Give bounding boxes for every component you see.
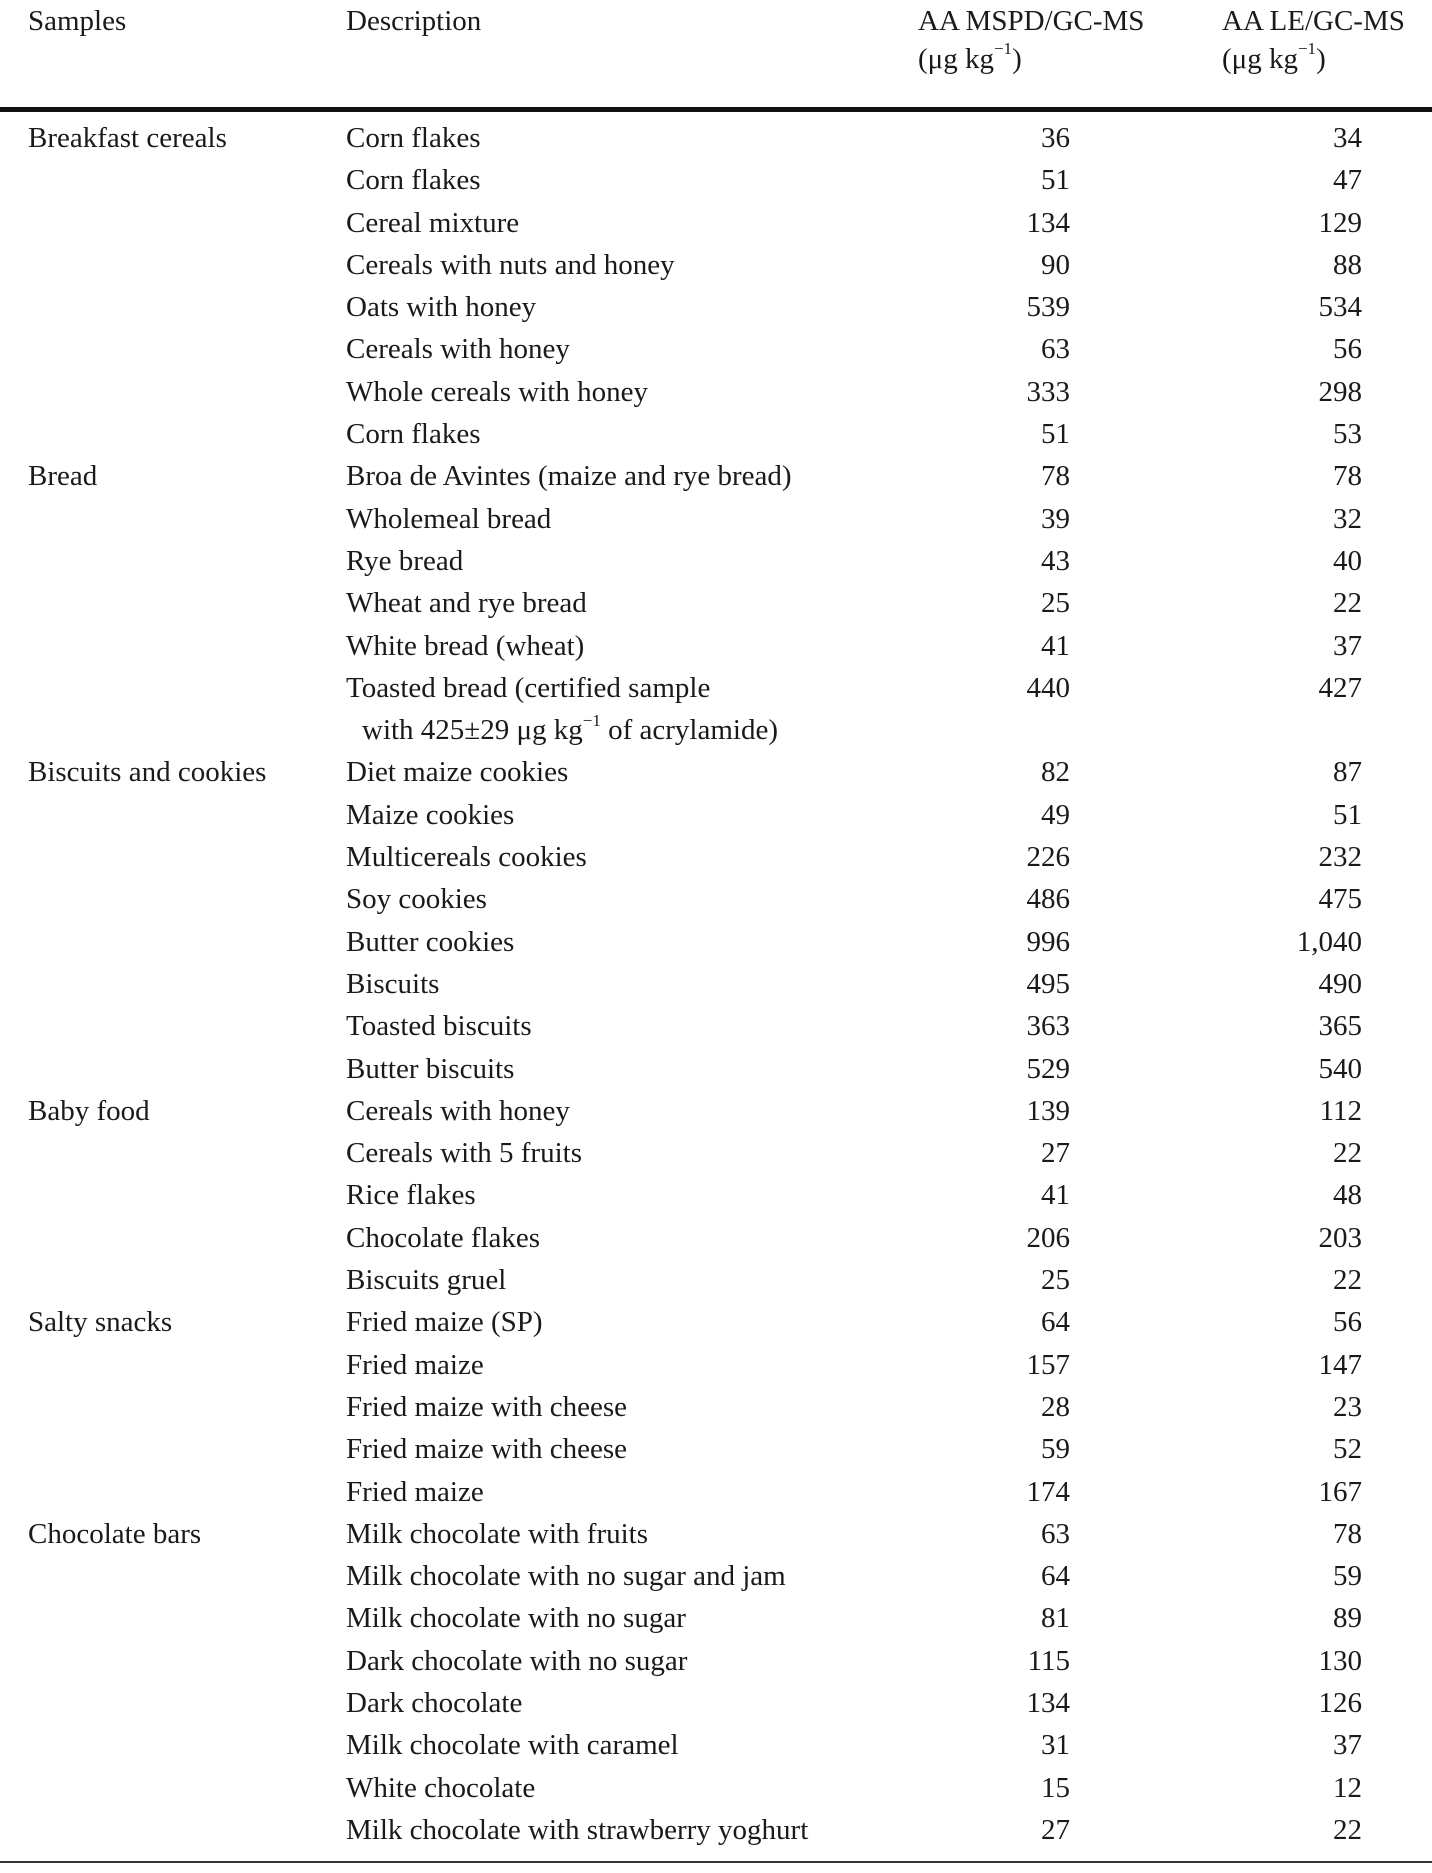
description-text: Broa de Avintes (maize and rye bread) [346,460,792,493]
table-row [0,963,1432,1005]
continuation-exponent: −1 [582,710,601,730]
aa-le-value: 59 [1333,1560,1362,1593]
table-row [0,794,1432,836]
aa-le-value: 78 [1333,1517,1362,1550]
aa-le-value: 52 [1333,1433,1362,1466]
description-text: Dark chocolate [346,1686,523,1719]
table-row [0,1640,1432,1682]
description-text: White bread (wheat) [346,629,585,662]
table-row [0,1259,1432,1301]
table-row [0,413,1432,455]
description-cell [346,371,648,413]
description-cell [346,1344,484,1386]
description-cell [346,1259,506,1301]
sample-cell: Chocolate bars [28,1517,202,1550]
description-cell [346,1767,535,1809]
aa-mspd-value: 63 [1041,333,1070,366]
table-body [0,117,1432,1851]
description-text: Corn flakes [346,164,481,197]
table-row [0,1132,1432,1174]
aa-le-value: 22 [1333,1813,1362,1846]
description-text: Wheat and rye bread [346,587,587,620]
sample-cell: Bread [28,460,98,493]
aa-mspd-value: 64 [1041,1306,1070,1339]
aa-mspd-value: 90 [1041,248,1070,281]
table-row [0,1048,1432,1090]
table-row [0,667,1432,752]
aa-le-value: 22 [1333,587,1362,620]
description-text: Fried maize with cheese [346,1433,628,1466]
aa-mspd-value: 25 [1041,587,1070,620]
table-row [0,540,1432,582]
aa-mspd-value: 27 [1041,1137,1070,1170]
aa-mspd-value: 486 [1026,883,1070,916]
description-text: Toasted bread (certified sample [346,671,711,704]
unit-text: (μg kg [1222,43,1298,75]
description-cell [346,1640,687,1682]
description-cell [346,1301,543,1343]
description-text: Chocolate flakes [346,1221,541,1254]
sample-cell: Biscuits and cookies [28,756,267,789]
description-cell [346,286,536,328]
aa-mspd-value: 440 [1026,671,1070,704]
description-cell [346,582,587,624]
aa-le-value: 232 [1318,841,1362,874]
unit-exponent: −1 [1297,39,1317,59]
aa-mspd-value: 39 [1041,502,1070,535]
description-text: Wholemeal bread [346,502,552,535]
description-text: Milk chocolate with strawberry yoghurt [346,1813,809,1846]
aa-le-value: 129 [1318,206,1362,239]
description-cell [346,1597,686,1639]
unit-close: ) [1012,43,1022,75]
description-text: Biscuits gruel [346,1264,507,1297]
description-text: Fried maize [346,1475,484,1508]
header-rule [0,107,1432,112]
aa-mspd-value: 363 [1026,1010,1070,1043]
header-samples: Samples [28,5,127,37]
aa-mspd-value: 43 [1041,544,1070,577]
description-text: Dark chocolate with no sugar [346,1644,688,1677]
aa-mspd-value: 157 [1026,1348,1070,1381]
aa-le-value: 203 [1318,1221,1362,1254]
description-text: Milk chocolate with fruits [346,1517,649,1550]
aa-mspd-value: 64 [1041,1560,1070,1593]
table-row [0,1217,1432,1259]
description-text: Diet maize cookies [346,756,569,789]
sample-cell: Baby food [28,1094,150,1127]
aa-le-value: 40 [1333,544,1362,577]
aa-le-value: 32 [1333,502,1362,535]
description-cell [346,328,570,370]
aa-mspd-value: 51 [1041,164,1070,197]
aa-le-value: 22 [1333,1137,1362,1170]
aa-mspd-value: 15 [1041,1771,1070,1804]
description-cell [346,1048,514,1090]
description-cell [346,836,587,878]
description-text: Biscuits [346,967,440,1000]
aa-le-value: 540 [1318,1052,1362,1085]
table-row [0,1682,1432,1724]
description-text: Cereals with honey [346,1094,570,1127]
aa-le-value: 490 [1318,967,1362,1000]
table-row [0,1724,1432,1766]
header-aa-mspd-title: AA MSPD/GC-MS [918,5,1145,37]
table-row [0,1767,1432,1809]
description-text: Corn flakes [346,418,481,451]
table-row [0,836,1432,878]
aa-le-value: 112 [1319,1094,1362,1127]
table-row [0,1809,1432,1851]
continuation-text: with 425±29 μg kg [362,714,583,747]
description-text: Cereal mixture [346,206,520,239]
table-row [0,202,1432,244]
aa-le-value: 47 [1333,164,1362,197]
aa-le-value: 130 [1318,1644,1362,1677]
aa-mspd-value: 41 [1041,629,1070,662]
unit-exponent: −1 [993,39,1013,59]
aa-mspd-value: 206 [1026,1221,1070,1254]
description-text: Soy cookies [346,883,487,916]
description-text: Fried maize with cheese [346,1390,628,1423]
table-row [0,751,1432,793]
description-cell [346,1682,522,1724]
aa-mspd-value: 174 [1026,1475,1070,1508]
aa-le-value: 365 [1318,1010,1362,1043]
description-cell [346,1428,627,1470]
description-text: Multicereals cookies [346,841,587,874]
aa-le-value: 51 [1333,798,1362,831]
aa-mspd-value: 36 [1041,122,1070,154]
aa-le-value: 167 [1318,1475,1362,1508]
aa-mspd-value: 495 [1026,967,1070,1000]
description-cell [346,963,439,1005]
description-cell [346,625,584,667]
description-text: Fried maize (SP) [346,1306,543,1339]
aa-mspd-value: 49 [1041,798,1070,831]
unit-close: ) [1316,43,1326,75]
description-cell [346,1174,476,1216]
aa-mspd-value: 82 [1041,756,1070,789]
aa-le-value: 48 [1333,1179,1362,1212]
description-text: Toasted biscuits [346,1010,532,1043]
aa-mspd-value: 333 [1026,375,1070,408]
description-text: Cereals with 5 fruits [346,1137,582,1170]
table-row [0,244,1432,286]
sample-cell: Salty snacks [28,1306,173,1339]
description-cell [346,159,481,201]
aa-mspd-value: 539 [1026,291,1070,324]
aa-le-value: 147 [1318,1348,1362,1381]
description-cell [346,455,792,497]
aa-le-value: 534 [1318,291,1362,324]
table-row [0,455,1432,497]
description-cell [346,1090,570,1132]
aa-le-value: 475 [1318,883,1362,916]
description-text: Butter cookies [346,925,515,958]
header-aa-le-unit [1222,40,1405,78]
table-row [0,921,1432,963]
aa-le-value: 37 [1333,1729,1362,1762]
description-cell [346,1555,786,1597]
aa-mspd-value: 996 [1026,925,1070,958]
table-row [0,117,1432,159]
description-cell [346,794,514,836]
aa-le-value: 34 [1333,122,1362,154]
description-cell [346,117,481,159]
description-text: White chocolate [346,1771,536,1804]
aa-mspd-value: 226 [1026,841,1070,874]
header-aa-le-title: AA LE/GC-MS [1222,5,1405,37]
aa-le-value: 89 [1333,1602,1362,1635]
description-text: Milk chocolate with caramel [346,1729,679,1762]
description-text: Butter biscuits [346,1052,515,1085]
aa-le-value: 56 [1333,333,1362,366]
aa-mspd-value: 115 [1027,1644,1070,1677]
description-cell [346,751,568,793]
description-text: Cereals with nuts and honey [346,248,675,281]
header-description: Description [346,5,482,37]
aa-mspd-value: 63 [1041,1517,1070,1550]
description-cell [346,1513,648,1555]
aa-mspd-value: 139 [1026,1094,1070,1127]
description-text: Rye bread [346,544,464,577]
table-row [0,1471,1432,1513]
description-cell [346,244,675,286]
table-row [0,1428,1432,1470]
aa-mspd-value: 81 [1041,1602,1070,1635]
aa-le-value: 427 [1318,671,1362,704]
table-row [0,1174,1432,1216]
aa-le-value: 87 [1333,756,1362,789]
header-aa-mspd-unit [918,40,1144,78]
description-text: Milk chocolate with no sugar and jam [346,1560,786,1593]
description-cell [346,878,487,920]
aa-le-value: 37 [1333,629,1362,662]
bottom-rule [0,1861,1432,1863]
table-row [0,582,1432,624]
aa-le-value: 1,040 [1296,925,1362,958]
aa-le-value: 298 [1318,375,1362,408]
aa-le-value: 126 [1318,1686,1362,1719]
aa-le-value: 53 [1333,418,1362,451]
description-text: Milk chocolate with no sugar [346,1602,686,1635]
table-row [0,1513,1432,1555]
description-text: Whole cereals with honey [346,375,648,408]
table-row [0,1555,1432,1597]
table-row [0,159,1432,201]
description-cell [346,921,514,963]
description-text: Rice flakes [346,1179,476,1212]
aa-mspd-value: 529 [1026,1052,1070,1085]
description-text: Corn flakes [346,122,481,154]
table-row [0,1301,1432,1343]
description-cell [346,1471,484,1513]
aa-mspd-value: 41 [1041,1179,1070,1212]
table-row [0,1386,1432,1428]
table-row [0,625,1432,667]
table-row [0,328,1432,370]
description-cell [346,202,519,244]
aa-le-value: 56 [1333,1306,1362,1339]
description-cell [346,1217,540,1259]
table-row [0,498,1432,540]
sample-cell: Breakfast cereals [28,122,227,154]
description-cell [346,667,778,752]
aa-le-value: 78 [1333,460,1362,493]
aa-mspd-value: 28 [1041,1390,1070,1423]
unit-text: (μg kg [918,43,994,75]
description-text: Fried maize [346,1348,484,1381]
table-row [0,286,1432,328]
description-text: Maize cookies [346,798,515,831]
table-row [0,371,1432,413]
header-aa-mspd [918,2,1144,78]
aa-le-value: 23 [1333,1390,1362,1423]
continuation-text-end: of acrylamide) [600,714,779,747]
aa-mspd-value: 134 [1026,1686,1070,1719]
table-row [0,1344,1432,1386]
aa-le-value: 22 [1333,1264,1362,1297]
aa-mspd-value: 25 [1041,1264,1070,1297]
aa-mspd-value: 134 [1026,206,1070,239]
aa-le-value: 12 [1333,1771,1362,1804]
header-aa-le [1222,2,1405,78]
aa-mspd-value: 51 [1041,418,1070,451]
description-cell [346,540,463,582]
aa-mspd-value: 31 [1041,1729,1070,1762]
table-row [0,878,1432,920]
table-row [0,1597,1432,1639]
aa-mspd-value: 27 [1041,1813,1070,1846]
aa-le-value: 88 [1333,248,1362,281]
description-cell [346,1386,627,1428]
table-row [0,1005,1432,1047]
description-text: Oats with honey [346,291,537,324]
aa-mspd-value: 78 [1041,460,1070,493]
description-continuation [346,709,778,751]
description-cell [346,1809,808,1851]
description-text: Cereals with honey [346,333,570,366]
description-cell [346,1005,532,1047]
description-cell [346,1724,679,1766]
description-cell [346,1132,582,1174]
table-row [0,1090,1432,1132]
description-cell [346,413,481,455]
description-cell [346,498,551,540]
aa-mspd-value: 59 [1041,1433,1070,1466]
